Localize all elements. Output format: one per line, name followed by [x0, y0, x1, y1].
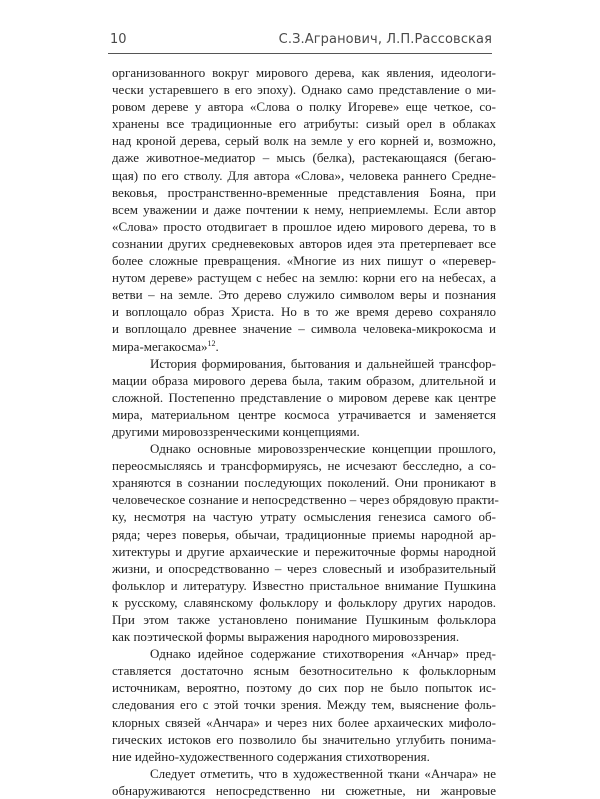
text-line: [112, 201, 496, 218]
line-text: следования его с этой точки зрения. Между тем, выяснение фоль-: [112, 697, 496, 713]
line-text: ку, несмотря на частую утрату осмысления генезиса самого об-: [112, 509, 496, 525]
line-text: чески устаревшего в его эпоху). Однако само представление о ми-: [112, 82, 496, 98]
page-header: [108, 33, 492, 54]
line-text: ние идейно-художественного содержания стихотворения.: [112, 748, 430, 764]
text-line: [112, 218, 496, 235]
text-line: [112, 320, 496, 337]
line-text: мира, материальном центре космоса утрачивается и заменяется: [112, 406, 496, 422]
line-text: к русскому, славянскому фольклору и фольклору других народов.: [112, 594, 496, 610]
line-text: другими мировоззренческими концепциями.: [112, 423, 360, 439]
line-text: сложной. Постепенно представление о мировом дереве как центре: [112, 389, 496, 405]
line-text: ветви – на земле. Это дерево служило символом веры и познания: [112, 287, 496, 303]
text-line: [112, 115, 496, 132]
text-line: [112, 372, 496, 389]
line-text: «Слова» просто отодвигает в прошлое идею мирового дерева, то в: [112, 218, 496, 234]
text-line: [112, 731, 496, 748]
line-text: Однако идейное содержание стихотворения «Анчар» пред-: [150, 646, 496, 662]
line-text: хранены все традиционные его атрибуты: сизый орел в облаках: [112, 116, 496, 132]
line-text: фольклор и литературу. Известно пристальное внимание Пушкина: [112, 577, 496, 593]
line-text: храняются в сознании последующих поколений. Они проникают в: [112, 475, 496, 491]
text-line: [112, 286, 496, 303]
line-text: Следует отметить, что в художественной ткани «Анчара» не: [150, 765, 496, 781]
text-line: [112, 184, 496, 201]
text-line: [112, 645, 496, 662]
line-text: переосмысляясь и трансформируясь, не исчезают бесследно, а со-: [112, 458, 496, 474]
text-line: [112, 611, 496, 628]
line-text: источникам, вероятно, поэтому до сих пор не было попыток ис-: [112, 680, 496, 696]
line-text: щая) по его стволу. Для автора «Слова», человека раннего Средне-: [112, 167, 496, 183]
text-line: [112, 440, 496, 457]
text-line: [112, 560, 496, 577]
text-line: [112, 714, 496, 731]
running-head: С.З.Агранович, Л.П.Рассовская: [278, 32, 492, 47]
text-line: [112, 406, 496, 423]
line-text: мира-мегакосма»: [112, 338, 208, 354]
text-line: [112, 543, 496, 560]
text-line: [112, 338, 496, 355]
text-line: [112, 252, 496, 269]
text-line: [112, 782, 496, 799]
text-line: [112, 679, 496, 696]
line-text: даже животное-медиатор – мысь (белка), растекающаяся (бегаю-: [112, 150, 496, 166]
text-line: [112, 81, 496, 98]
line-text: нутом дереве» растущем с небес на землю: корни его на небесах, а: [112, 270, 496, 286]
line-text: обнаруживаются непосредственно ни сюжетные, ни жанровые: [112, 782, 496, 798]
text-line: [112, 423, 496, 440]
body-text: [112, 64, 499, 799]
text-line: [112, 303, 496, 320]
line-tail: .: [215, 338, 219, 354]
text-line: [112, 149, 496, 166]
line-text: более сложные превращения. «Многие из них пишут о «перевер-: [112, 253, 496, 269]
line-text: как поэтической формы выражения народного мировоззрения.: [112, 629, 460, 645]
text-line: [112, 269, 496, 286]
line-text: над кроной дерева, серый волк на земле у его корней и, возможно,: [112, 133, 496, 149]
line-text: жизни, и опосредствованно – через словесный и изобразительный: [112, 560, 496, 576]
line-text: ставляется достаточно ясным безотносительно к фольклорным: [112, 663, 496, 679]
line-text: гических истоков его позволило бы значительно углубить понима-: [112, 731, 496, 747]
line-text: клорных связей «Анчара» и через них более архаических мифоло-: [112, 714, 496, 730]
line-text: и воплощало древнее значение – символа человека-микрокосма и: [112, 321, 496, 337]
line-text: всем уважении и даже почтении к нему, неприемлемы. Если автор: [112, 201, 496, 217]
text-line: [112, 765, 496, 782]
text-line: [112, 491, 499, 508]
line-text: Однако основные мировоззренческие концепции прошлого,: [150, 441, 496, 457]
text-line: [112, 577, 496, 594]
line-text: организованного вокруг мирового дерева, как явления, идеологи-: [112, 65, 496, 80]
text-line: [112, 696, 496, 713]
line-text: хитектуры и другие архаические и пережиточные формы народной: [112, 543, 496, 559]
text-line: [112, 98, 496, 115]
text-line: [112, 748, 496, 765]
footnote-marker[interactable]: 12: [207, 338, 216, 348]
text-line: [112, 628, 496, 645]
text-line: [112, 594, 496, 611]
page-number: 10: [110, 32, 127, 47]
text-line: [112, 235, 496, 252]
text-line: [112, 355, 496, 372]
line-text: История формирования, бытования и дальнейшей трансфор-: [150, 355, 496, 371]
text-line: [112, 457, 496, 474]
line-text: мации образа мирового дерева была, таким образом, длительной и: [112, 372, 496, 388]
text-line: [112, 508, 496, 525]
text-line: [112, 662, 496, 679]
line-text: сознании других средневековых авторов идея эта претерпевает все: [112, 235, 496, 251]
line-text: ряда; через поверья, обычаи, традиционные приемы народной ар-: [112, 526, 496, 542]
line-text: и воплощало образ Христа. Но в то же время дерево сохраняло: [112, 304, 496, 320]
text-line: [112, 474, 496, 491]
text-line: [112, 167, 496, 184]
line-text: человеческое сознание и непосредственно – через обрядовую практи-: [112, 492, 499, 508]
text-line: [112, 132, 496, 149]
text-line: [112, 64, 496, 81]
line-text: вековья, пространственно-временные представления Бояна, при: [112, 184, 496, 200]
line-text: При этом также установлено понимание Пушкиным фольклора: [112, 612, 496, 627]
text-line: [112, 389, 496, 406]
line-text: ровом дереве у автора «Слова о полку Игореве» еще четкое, со-: [112, 99, 496, 115]
text-line: [112, 526, 496, 543]
